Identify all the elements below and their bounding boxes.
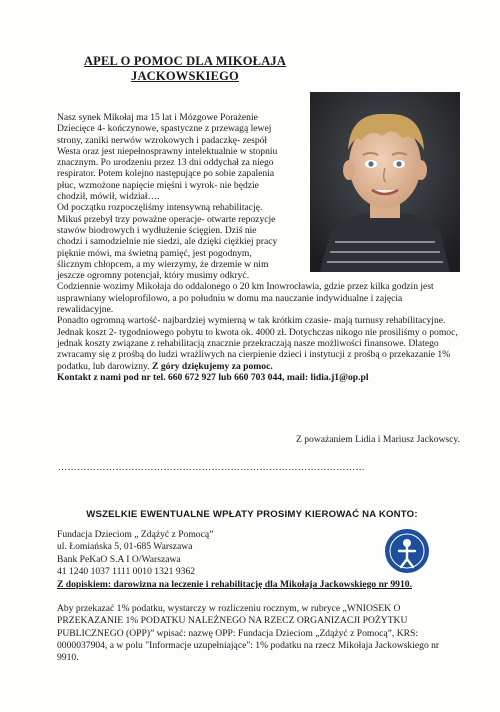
body-line: stawów biodrowych i wydłużenie ścięgien. Dziś nie: [57, 224, 257, 236]
foundation-address: ul. Łomiańska 5, 01-685 Warszawa: [57, 541, 193, 553]
intro-paragraph: [57, 112, 307, 281]
bank-name: Bank PeKaO S.A I O/Warszawa: [57, 553, 181, 565]
request-paragraph: [57, 315, 459, 371]
document-title: [40, 54, 330, 84]
body-line: respirator. Potem kolejno następujące po sobie zapalenia: [57, 168, 275, 180]
body-line: Nasz synek Mikołaj ma 15 lat i Mózgowe Porażenie: [57, 112, 258, 123]
signature: Z poważaniem Lidia i Mariusz Jackowscy.: [295, 434, 460, 445]
title-line-1: APEL O POMOC DLA MIKOŁAJA: [83, 54, 287, 68]
thanks-text: Z góry dziękujemy za pomoc.: [152, 360, 273, 372]
daily-therapy-paragraph: Codziennie wozimy Mikołaja do oddalonego o 20 km Inowrocławia, gdzie przez kilka godzin jest usprawniany wieloprofilowo, a po południu w domu ma nauczanie indywidualne i zajęcia rewalidacyjne.: [57, 281, 434, 316]
tax-instructions: Aby przekazać 1% podatku, wystarczy w rozliczeniu rocznym, w rubryce „WNIOSEK O PRZEKAZANIE 1% PODATKU NALEŻNEGO NA RZECZ ORGANIZACJI POŻYTKU PUBLICZNEGO (OPP)” wpisać: nazwę OPP: Fundacja Dzieciom „Zdążyć z Pomocą”, KRS: 0000037904, a w polu "Informacje uzupełniające": 1% podatku na rzecz Mikołaja Jackowskiego nr 9910.: [57, 603, 440, 664]
title-line-2: JACKOWSKIEGO: [131, 69, 239, 83]
foundation-name: Fundacja Dzieciom „ Zdążyć z Pomocą”: [57, 529, 214, 540]
account-number: 41 1240 1037 1111 0010 1321 9362: [57, 566, 196, 578]
body-line: znacznym. Po urodzeniu przez 13 dni oddychał za niego: [57, 157, 274, 169]
appeal-body: [57, 112, 459, 383]
request-text: Ponadto ogromną wartość- najbardziej wymierną w tak krótkim czasie- mają turnusy rehabilitacyjne. Jednak koszt 2- tygodniowego pobytu to kwota ok. 4000 zł. Dotychczas nikogo nie prosiliśmy o pomoc, jednak koszty związane z rehabilitacją znacznie przekraczają nasze możliwości finansowe. Dlatego zwracamy się z prośbą do ludzi wrażliwych na cierpienie dzieci i instytucji z prośbą o przekazanie 1% podatku, lub darowizny.: [57, 315, 458, 372]
body-line: Od początku rozpoczęliśmy intensywną rehabilitację.: [57, 202, 263, 214]
body-line: Mikuś przebył trzy poważne operacje- otwarte repozycje: [57, 213, 276, 225]
body-line: jeszcze ogromny potencjał, który musimy odkryć.: [57, 270, 250, 282]
body-line: chodzi i samodzielnie nie siedzi, ale dzięki ciężkiej pracy: [57, 236, 278, 248]
transfer-note: Z dopiskiem: darowizna na leczenie i rehabilitację dla Mikołaja Jackowskiego nr 9910.: [57, 579, 412, 590]
account-heading: WSZELKIE EWENTUALNE WPŁATY PROSIMY KIEROWAĆ NA KONTO:: [86, 509, 418, 520]
body-line: ślicznym chłopcem, a my wierzymy, że drzemie w nim: [57, 258, 269, 270]
body-line: Dziecięce 4- kończynowe, spastyczne z przewagą lewej: [57, 123, 272, 135]
body-line: pięknie mówi, ma świetną pamięć, jest pogodnym,: [57, 247, 252, 259]
bank-account-details: [57, 529, 377, 579]
body-line: płuc, wzmożone napięcie mięśni i wyrok- nie będzie: [57, 179, 259, 191]
separator-line: ……………………………………………………………………………………: [58, 462, 366, 472]
foundation-logo: [383, 527, 431, 575]
contact-line: Kontakt z nami pod nr tel. 660 672 927 lub 660 703 044, mail: lidia.j1@op.pl: [57, 371, 369, 383]
body-line: chodził, mówił, widział….: [57, 191, 160, 203]
body-line: strony, zaniki nerwów wzrokowych i padaczkę- zespół: [57, 134, 268, 146]
body-line: Westa oraz jest niepełnosprawny intelektualnie w stopniu: [57, 145, 278, 157]
